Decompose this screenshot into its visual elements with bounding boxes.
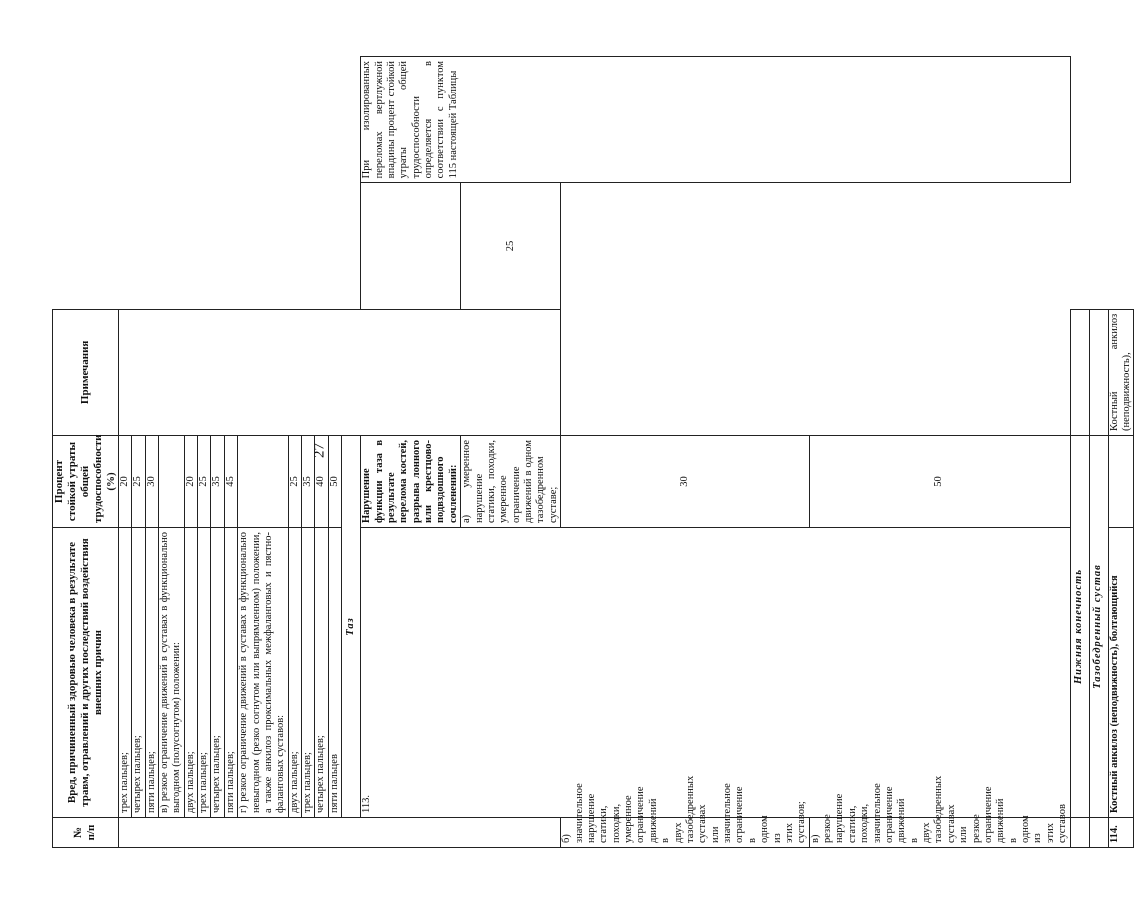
harm-table — [52, 56, 1134, 848]
table-row — [1108, 57, 1134, 848]
row-pct: 35 — [302, 436, 315, 528]
item114-text: Костный анкилоз (неподвижность), болтающийся — [1108, 528, 1134, 818]
row-text: пяти пальцев; — [224, 528, 237, 818]
header-harm: Вред, причиненный здоровью человека в результате травм, отравлений и других последствий воздействия внешних причин — [53, 528, 119, 818]
row-pct: 20 — [184, 436, 197, 528]
row-pct: 25 — [132, 436, 145, 528]
item114-num: 114. — [1108, 818, 1134, 848]
table-row — [184, 57, 197, 848]
item113-a: а) умеренное нарушение статики, походки, умеренное ограничение движений в одном тазобедренном суставе; — [461, 436, 561, 528]
item113-title: Нарушение функции таза в результате перелома костей, разрыва лонного или крестцово-подвздошного сочленений: — [361, 436, 461, 528]
row-pct: 25 — [198, 436, 211, 528]
item113-b-pct: 30 — [561, 436, 810, 528]
item113-a-pct: 25 — [461, 183, 561, 309]
item113-v-pct: 50 — [809, 436, 1070, 528]
table-row — [118, 57, 131, 848]
page-number: 27 — [311, 443, 328, 458]
section-heading-row — [342, 57, 361, 848]
item-g-text: г) резкое ограничение движений в суставах в функционально невыгодном (резко согнутом или выпрямленном) положении, а также анкилоз проксимальных межфаланговых и пястно-фаланговых суставов: — [238, 528, 289, 818]
table-row — [198, 57, 211, 848]
table-row — [158, 57, 184, 848]
header-num: № п/п — [53, 818, 119, 848]
row-text: трех пальцев; — [302, 528, 315, 818]
row-text: двух пальцев; — [184, 528, 197, 818]
row-text: четырех пальцев; — [315, 528, 328, 818]
row-pct: 35 — [211, 436, 224, 528]
table-row — [132, 57, 145, 848]
item-v-text: в) резкое ограничение движений в суставах в функционально выгодном (полусогнутом) положении: — [158, 528, 184, 818]
item113-note: При изолированных переломах вертлужной впадины процент стойкой утраты общей трудоспособности определяется в соответствии с пунктом 115 настоящей Таблицы — [361, 57, 1070, 183]
table-header-row — [53, 57, 119, 848]
row-pct: 30 — [145, 436, 158, 528]
row-text: пяти пальцев — [328, 528, 341, 818]
rotated-document — [52, 56, 1132, 848]
section-heading-row — [1089, 57, 1108, 848]
table-row — [361, 57, 461, 848]
table-row — [238, 57, 289, 848]
item113-num: 113. — [361, 528, 1070, 818]
section-heading-row — [1070, 57, 1089, 848]
table-row — [224, 57, 237, 848]
item113-v: в) резкое нарушение статики, походки, значительное ограничение движений в двух тазобедренных суставах или резкое ограничение движений в одном из этих суставов — [809, 818, 1070, 848]
header-notes: Примечания — [53, 309, 119, 435]
row-pct: 25 — [288, 436, 301, 528]
table-row — [302, 57, 315, 848]
section-hip: Тазобедренный сустав — [1089, 436, 1108, 818]
row-pct: 20 — [118, 436, 131, 528]
row-pct: 50 — [328, 436, 341, 528]
item114-note: Костный анкилоз (неподвижность), — [1108, 309, 1134, 435]
row-pct: 45 — [224, 436, 237, 528]
header-percent: Процент стойкой утраты общей трудоспособности (%) — [53, 436, 119, 528]
section-pelvis: Таз — [342, 436, 361, 818]
table-row — [145, 57, 158, 848]
row-text: трех пальцев; — [198, 528, 211, 818]
table-row — [328, 57, 341, 848]
row-text: трех пальцев; — [118, 528, 131, 818]
table-row — [211, 57, 224, 848]
row-text: двух пальцев; — [288, 528, 301, 818]
row-text: четырех пальцев; — [132, 528, 145, 818]
item113-b: б) значительное нарушение статики, походки, умеренное ограничение движений в двух тазобедренных суставах или значительное ограничение в одном из этих суставов; — [561, 818, 810, 848]
row-text: четырех пальцев; — [211, 528, 224, 818]
row-pct: 40 — [315, 436, 328, 528]
table-row — [315, 57, 328, 848]
table-row — [288, 57, 301, 848]
section-lower-limb: Нижняя конечность — [1070, 436, 1089, 818]
row-text: пяти пальцев; — [145, 528, 158, 818]
